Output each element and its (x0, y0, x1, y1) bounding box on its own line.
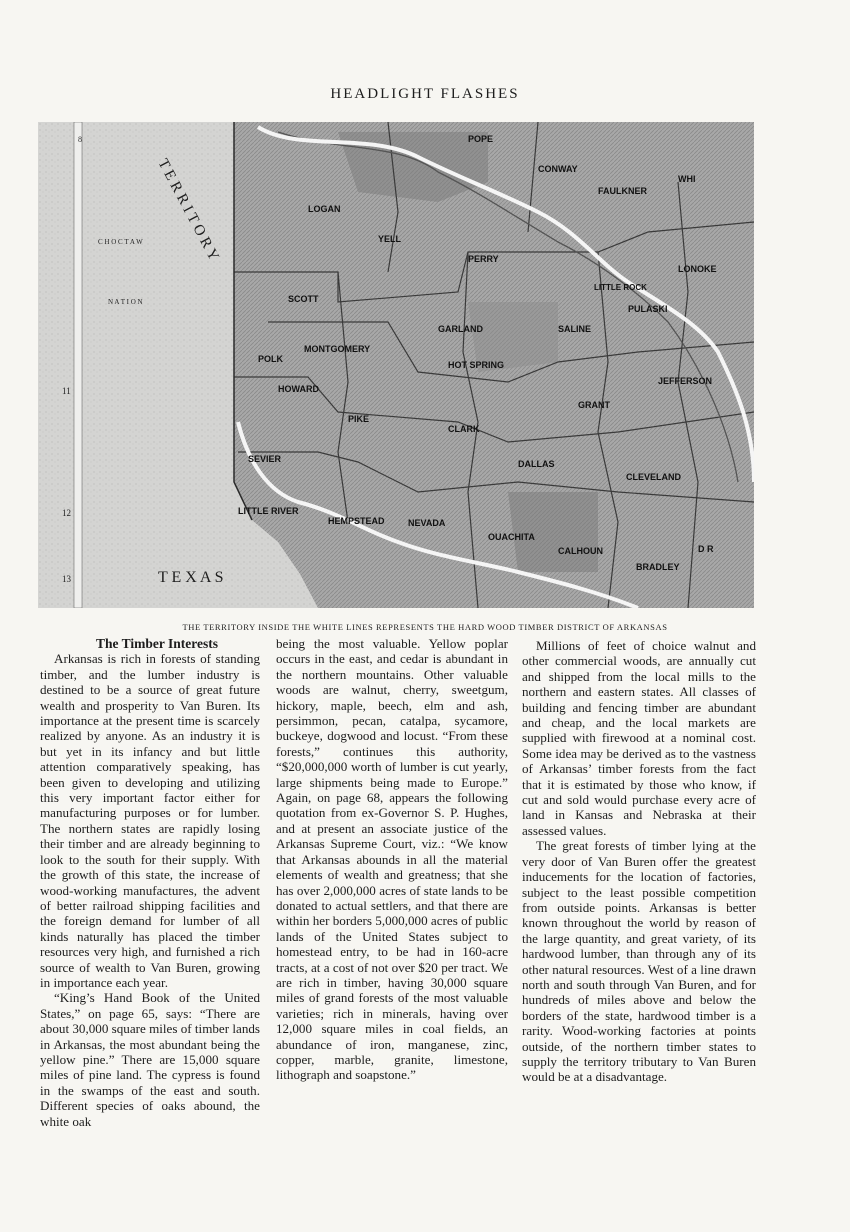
label-nation: N A T I O N (108, 298, 143, 306)
col3-paragraph-1: Millions of feet of choice walnut and other commercial woods, are annually cut and shipped from the local mills to the northern and eastern states. All classes of building and fencing timber are abundant and cheap, and the local markets are supplied with firewood at a nominal cost. Some idea may be derived as to the vastness of Arkansas’ timber forests from the fact that it is estimated by those who know, if cut and sold would purchase every acre of land in Kansas and Nebraska at their assessed values. (522, 638, 756, 838)
article-column-3 (522, 638, 756, 1085)
county-cleveland: CLEVELAND (626, 472, 682, 482)
county-saline: SALINE (558, 324, 592, 334)
county-howard: HOWARD (278, 384, 319, 394)
county-bradley: BRADLEY (636, 562, 680, 572)
col2-paragraph-1: being the most valuable. Yellow poplar occurs in the east, and cedar is abundant in the northern mountains. Other valuable woods are walnut, cherry, sweetgum, hickory, maple, beech, elm and ash, persimmon, pecan, catalpa, sycamore, buckeye, dogwood and locust. “From these forests,” continues this authority, “$20,000,000 worth of lumber is cut yearly, large shipments being made to Europe.” Again, on page 68, appears the following quotation from ex-Governor S. P. Hughes, and at present an associate justice of the Arkansas Supreme Court, viz.: “We know that Arkansas abounds in all the material elements of wealth and greatness; that she has over 2,000,000 acres of state lands to be donated to actual settlers, and that there are within her borders 5,000,000 acres of public lands of the United States subject to homestead entry, to be had in 160-acre tracts, at a cost of not over $20 per tract. We are rich in timber, having 30,000 square miles of grand forests of the most valuable varieties; rich in minerals, having over 12,000 square miles in coal fields, an abundance of iron, manganese, zinc, copper, marble, granite, limestone, lithograph and soapstone.” (276, 636, 508, 1083)
article-column-2 (276, 636, 508, 1083)
county-lonoke: LONOKE (678, 264, 717, 274)
section-title: The Timber Interests (95, 636, 218, 651)
label-choctaw: C H O C T A W (98, 238, 143, 246)
county-logan: LOGAN (308, 204, 341, 214)
lat-11: 11 (62, 386, 71, 396)
county-white: WHI (678, 174, 696, 184)
county-grant: GRANT (578, 400, 610, 410)
svg-text:8: 8 (78, 135, 82, 144)
county-scott: SCOTT (288, 294, 319, 304)
county-faulkner: FAULKNER (598, 186, 647, 196)
lat-13: 13 (62, 574, 71, 584)
county-ouachita: OUACHITA (488, 532, 535, 542)
county-clark: CLARK (448, 424, 480, 434)
label-texas: T E X A S (158, 569, 224, 586)
county-dallas: DALLAS (518, 459, 555, 469)
county-sevier: SEVIER (248, 454, 282, 464)
city-little-rock: LITTLE ROCK (594, 283, 647, 292)
article-column-1 (40, 636, 260, 1129)
page-header: HEADLIGHT FLASHES (330, 86, 520, 102)
county-hot-spring: HOT SPRING (448, 360, 505, 370)
county-yell: YELL (378, 234, 402, 244)
county-little-river: LITTLE RIVER (238, 506, 299, 516)
county-montgomery: MONTGOMERY (304, 344, 371, 354)
label-territory: T E R R I T O R Y (154, 156, 222, 264)
col1-paragraph-1: Arkansas is rich in forests of standing timber, and the lumber industry is destined to be a source of great future wealth and prosperity to Van Buren. Its importance at the present time is scarcely realized by anyone. As an industry it is but yet in its infancy and but little attention comparatively speaking, has been given to developing and utilizing this very important factor either for manufacturing purposes or for lumber. The northern states are rapidly losing their timber and are already beginning to look to the south for their supply. With the growth of this state, the increase of wood-working manufactures, the advent of better railroad shipping facilities and the foreign demand for lumber of all kinds naturally has placed the timber resources very high, and furnished a rich source of wealth to Van Buren, growing in importance each year. (40, 651, 260, 990)
county-pope: POPE (468, 134, 494, 144)
county-conway: CONWAY (538, 164, 578, 174)
county-pulaski: PULASKI (628, 304, 668, 314)
col1-paragraph-2: “King’s Hand Book of the United States,” on page 65, says: “There are about 30,000 square miles of timber lands in Arkansas, the most abundant being the yellow pine.” There are 15,000 square miles of pine land. The cypress is found in the swamps of the east and south. Different species of oaks abound, the white oak (40, 990, 261, 1129)
county-hempstead: HEMPSTEAD (328, 516, 385, 526)
county-polk: POLK (258, 354, 284, 364)
county-garland: GARLAND (438, 324, 483, 334)
county-perry: PERRY (468, 254, 499, 264)
map-illustration (38, 122, 754, 608)
lat-12: 12 (62, 508, 71, 518)
timber-district-map (38, 122, 754, 608)
county-jefferson: JEFFERSON (658, 376, 713, 386)
county-calhoun: CALHOUN (558, 546, 603, 556)
map-caption: THE TERRITORY INSIDE THE WHITE LINES REPRESENTS THE HARD WOOD TIMBER DISTRICT OF ARKANSAS (182, 622, 668, 632)
county-pike: PIKE (348, 414, 370, 424)
col3-paragraph-2: The great forests of timber lying at the very door of Van Buren offer the greatest inducements for the location of factories, subject to the least possible competition from outside points. Arkansas is better known throughout the world by reason of the large quantity, and great variety, of its hardwood lumber, than through any of its other natural resources. West of a line drawn north and south through Van Buren, and for hundreds of miles above and below the borders of the state, hardwood timber is a rarity. Wood-working factories at points outside, of the northern timber states to supply the territory tributary to Van Buren would be at a disadvantage. (522, 838, 756, 1085)
county-nevada: NEVADA (408, 518, 446, 528)
county-dr: D R (698, 544, 714, 554)
